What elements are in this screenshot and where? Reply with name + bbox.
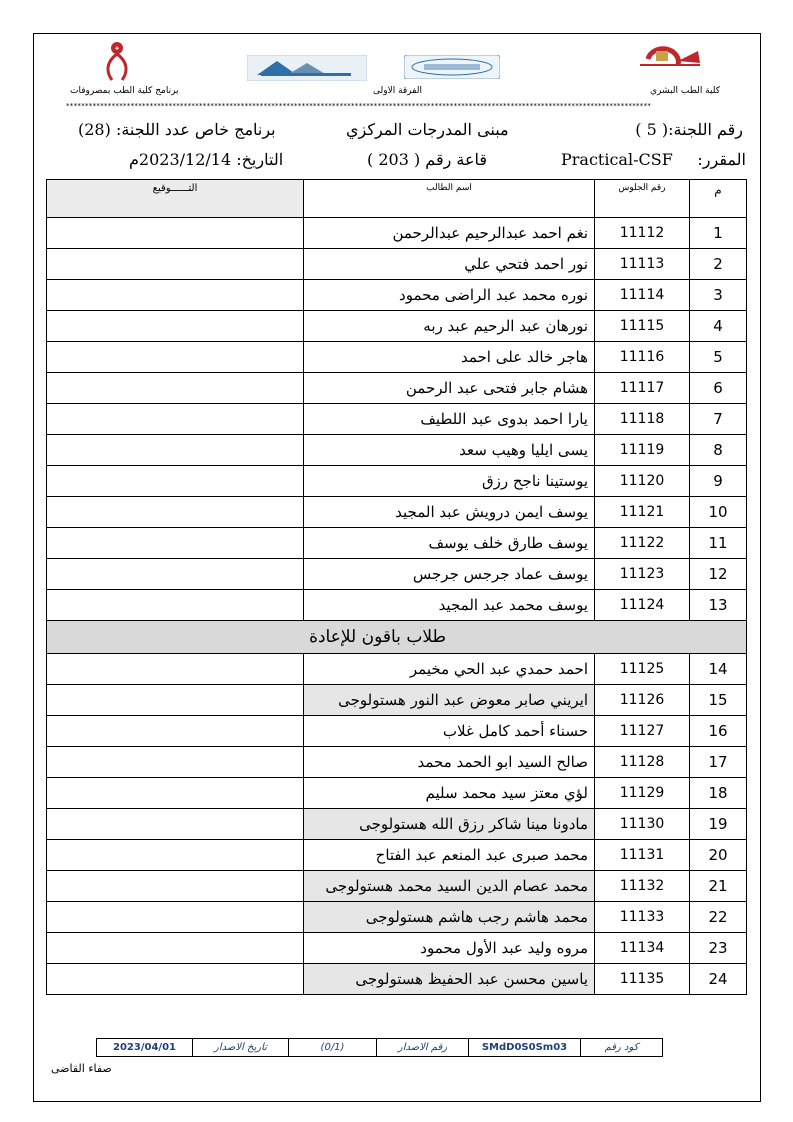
table-row — [47, 778, 747, 809]
student-name: محمد صبرى عبد المنعم عبد الفتاح — [304, 840, 595, 871]
signer-name: صفاء القاضى — [51, 1062, 112, 1075]
seat-number: 11114 — [595, 280, 690, 311]
signature-cell — [47, 902, 304, 933]
student-name: يوسف عماد جرجس جرجس — [304, 559, 595, 590]
seat-number: 11117 — [595, 373, 690, 404]
signature-cell — [47, 404, 304, 435]
signature-cell — [47, 933, 304, 964]
student-name: محمد عصام الدين السيد محمد هستولوجى — [304, 871, 595, 902]
table-row — [47, 466, 747, 497]
student-name: يوستينا ناجح رزق — [304, 466, 595, 497]
accreditation-logo-2 — [404, 55, 500, 79]
seat-number: 11128 — [595, 747, 690, 778]
seat-number: 11125 — [595, 654, 690, 685]
student-name: يوسف طارق خلف يوسف — [304, 528, 595, 559]
seat-number: 11131 — [595, 840, 690, 871]
row-index: 24 — [690, 964, 747, 995]
signature-cell — [47, 654, 304, 685]
exam-date: التاريخ: 2023/12/14م — [129, 150, 284, 169]
table-row — [47, 280, 747, 311]
signature-cell — [47, 280, 304, 311]
student-name: ايريني صابر معوض عبد النور هستولوجى — [304, 685, 595, 716]
row-index: 13 — [690, 590, 747, 621]
table-row — [47, 902, 747, 933]
row-index: 14 — [690, 654, 747, 685]
table-row — [47, 559, 747, 590]
table-row — [47, 871, 747, 902]
signature-cell — [47, 497, 304, 528]
row-index: 18 — [690, 778, 747, 809]
seat-number: 11122 — [595, 528, 690, 559]
table-row — [47, 933, 747, 964]
faculty-logo-right — [638, 43, 706, 75]
student-name: صالح السيد ابو الحمد محمد — [304, 747, 595, 778]
row-index: 21 — [690, 871, 747, 902]
student-name: نوره محمد عبد الراضى محمود — [304, 280, 595, 311]
hall-number: قاعة رقم ( 203 ) — [367, 150, 488, 169]
signature-cell — [47, 466, 304, 497]
svg-text:✚: ✚ — [114, 46, 120, 52]
signature-cell — [47, 778, 304, 809]
row-index: 2 — [690, 249, 747, 280]
row-index: 17 — [690, 747, 747, 778]
row-index: 4 — [690, 311, 747, 342]
row-index: 3 — [690, 280, 747, 311]
table-row — [47, 497, 747, 528]
issue-number-value: (0/1) — [288, 1039, 376, 1056]
seat-number: 11120 — [595, 466, 690, 497]
student-name: يسى ايليا وهيب سعد — [304, 435, 595, 466]
issue-date-label: تاريخ الاصدار — [192, 1039, 288, 1056]
issue-date-value: 2023/04/01 — [113, 1042, 176, 1053]
seat-number: 11113 — [595, 249, 690, 280]
table-row — [47, 716, 747, 747]
table-row — [47, 404, 747, 435]
seat-number: 11130 — [595, 809, 690, 840]
col-name-header: اسم الطالب — [304, 180, 595, 218]
row-index: 6 — [690, 373, 747, 404]
seat-number: 11127 — [595, 716, 690, 747]
seat-number: 11112 — [595, 218, 690, 249]
signature-cell — [47, 590, 304, 621]
row-index: 20 — [690, 840, 747, 871]
seat-number: 11116 — [595, 342, 690, 373]
table-row — [47, 840, 747, 871]
table-row — [47, 654, 747, 685]
table-row — [47, 964, 747, 995]
table-row — [47, 528, 747, 559]
table-row — [47, 311, 747, 342]
row-index: 16 — [690, 716, 747, 747]
student-name: احمد حمدي عبد الحي مخيمر — [304, 654, 595, 685]
row-index: 8 — [690, 435, 747, 466]
course-name: Practical-CSF — [561, 150, 673, 169]
row-index: 11 — [690, 528, 747, 559]
signature-cell — [47, 685, 304, 716]
table-row — [47, 590, 747, 621]
signature-cell — [47, 249, 304, 280]
table-row — [47, 685, 747, 716]
seat-number: 11123 — [595, 559, 690, 590]
table-row — [47, 809, 747, 840]
signature-cell — [47, 964, 304, 995]
table-row — [47, 373, 747, 404]
student-name: يوسف ايمن درويش عبد المجيد — [304, 497, 595, 528]
section-title: طلاب باقون للإعادة — [47, 621, 747, 654]
row-index: 10 — [690, 497, 747, 528]
program-label: برنامج كلية الطب بمصروفات — [70, 86, 179, 96]
student-name: نغم احمد عبدالرحيم عبدالرحمن — [304, 218, 595, 249]
table-row — [47, 218, 747, 249]
signature-cell — [47, 435, 304, 466]
seat-number: 11118 — [595, 404, 690, 435]
row-index: 22 — [690, 902, 747, 933]
code-value: SMdD0S0Sm03 — [468, 1039, 580, 1056]
col-signature-header: التــــــوقيع — [47, 180, 304, 218]
students-table — [46, 179, 747, 995]
issue-number-label: رقم الاصدار — [376, 1039, 468, 1056]
row-index: 12 — [690, 559, 747, 590]
row-index: 5 — [690, 342, 747, 373]
row-index: 7 — [690, 404, 747, 435]
signature-cell — [47, 559, 304, 590]
student-name: حسناء أحمد كامل غلاب — [304, 716, 595, 747]
signature-cell — [47, 528, 304, 559]
seat-number: 11126 — [595, 685, 690, 716]
signature-cell — [47, 311, 304, 342]
row-index: 1 — [690, 218, 747, 249]
table-row — [47, 342, 747, 373]
seat-number: 11135 — [595, 964, 690, 995]
row-index: 15 — [690, 685, 747, 716]
course-label: المقرر: — [697, 150, 746, 169]
student-name: ياسين محسن عبد الحفيظ هستولوجى — [304, 964, 595, 995]
signature-cell — [47, 342, 304, 373]
student-name: يارا احمد بدوى عبد اللطيف — [304, 404, 595, 435]
level-label: الفرقة الاولى — [373, 86, 422, 96]
seat-number: 11119 — [595, 435, 690, 466]
col-index-header: م — [690, 180, 747, 218]
seat-number: 11132 — [595, 871, 690, 902]
document-control-box — [96, 1038, 663, 1057]
signature-cell — [47, 716, 304, 747]
seat-number: 11124 — [595, 590, 690, 621]
building-name: مبنى المدرجات المركزي — [346, 120, 509, 139]
row-index: 23 — [690, 933, 747, 964]
student-name: يوسف محمد عبد المجيد — [304, 590, 595, 621]
student-name: نورهان عبد الرحيم عبد ربه — [304, 311, 595, 342]
student-name: محمد هاشم رجب هاشم هستولوجى — [304, 902, 595, 933]
row-index: 9 — [690, 466, 747, 497]
signature-cell — [47, 871, 304, 902]
seat-number: 11133 — [595, 902, 690, 933]
code-label: كود رقم — [580, 1039, 662, 1056]
accreditation-logo-1 — [247, 55, 367, 81]
seat-number: 11115 — [595, 311, 690, 342]
student-name: نور احمد فتحي علي — [304, 249, 595, 280]
committee-number: رقم اللجنة:( 5 ) — [635, 120, 743, 139]
student-name: مروه وليد عبد الأول محمود — [304, 933, 595, 964]
table-header-row — [47, 180, 747, 218]
table-row — [47, 747, 747, 778]
student-name: لؤي معتز سيد محمد سليم — [304, 778, 595, 809]
student-name: هشام جابر فتحى عبد الرحمن — [304, 373, 595, 404]
seat-number: 11121 — [595, 497, 690, 528]
col-seat-header: رقم الجلوس — [595, 180, 690, 218]
row-index: 19 — [690, 809, 747, 840]
signature-cell — [47, 747, 304, 778]
table-row — [47, 435, 747, 466]
section-row — [47, 621, 747, 654]
signature-cell — [47, 218, 304, 249]
signature-cell — [47, 373, 304, 404]
seat-number: 11134 — [595, 933, 690, 964]
student-name: هاجر خالد على احمد — [304, 342, 595, 373]
special-program: برنامج خاص عدد اللجنة: (28) — [78, 120, 276, 139]
signature-cell — [47, 809, 304, 840]
student-name: مادونا مينا شاكر رزق الله هستولوجى — [304, 809, 595, 840]
table-row — [47, 249, 747, 280]
university-logo-left — [100, 40, 134, 82]
faculty-label: كلية الطب البشري — [650, 86, 720, 96]
seat-number: 11129 — [595, 778, 690, 809]
separator-line: ********************************************************************************************************************************************************** — [66, 102, 652, 110]
signature-cell — [47, 840, 304, 871]
